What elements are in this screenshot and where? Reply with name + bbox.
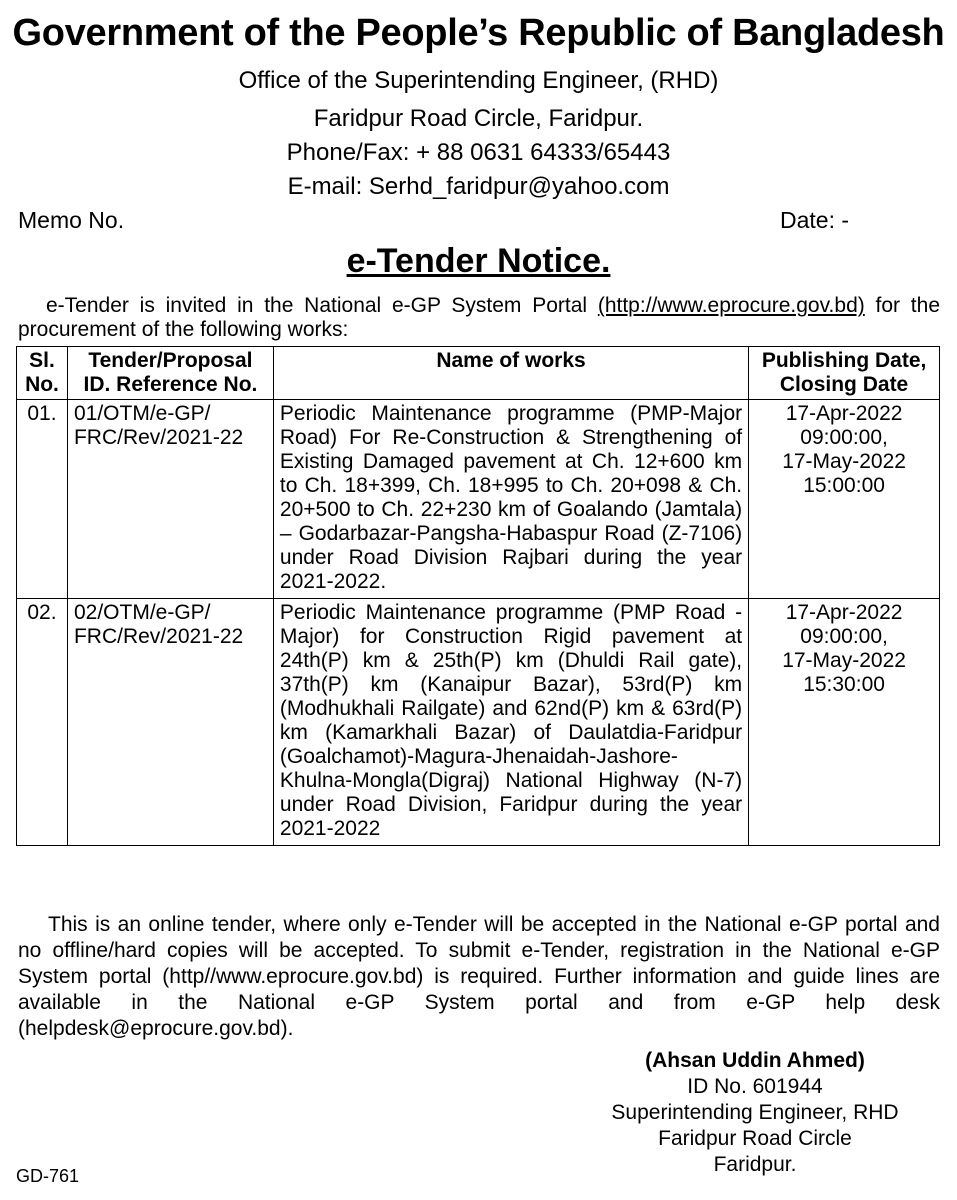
signature-block (600, 1048, 910, 1178)
header-dates: Publishing Date, Closing Date (749, 347, 940, 400)
row-sl: 01. (17, 400, 68, 599)
office-circle: Faridpur Road Circle, Faridpur. (313, 105, 644, 132)
instructions-paragraph: This is an online tender, where only e-Tender will be accepted in the National e-GP portal and no offline/hard copies will be accepted. To submit e-Tender, registration in the National e-GP System portal (http//www.eprocure.gov.bd) is required. Further information and guide lines are available in the National e-GP System portal and from e-GP help desk (helpdesk@eprocure.gov.bd). (18, 913, 940, 1040)
signatory-name: (Ahsan Uddin Ahmed) (645, 1049, 865, 1072)
header-reference: Tender/Proposal ID. Reference No. (67, 347, 273, 400)
signatory-place: Faridpur. (713, 1153, 797, 1176)
works-table (16, 346, 940, 846)
table-row (17, 599, 940, 846)
table-header-row (17, 347, 940, 400)
office-phone: Phone/Fax: + 88 0631 64333/65443 (286, 139, 671, 166)
eprocure-link[interactable]: (http://www.eprocure.gov.bd) (597, 294, 865, 317)
memo-date: Date: - (780, 207, 850, 233)
notice-title: e-Tender Notice. (346, 242, 611, 280)
row-name-of-works: Periodic Maintenance programme (PMP Road - Major) for Construction Rigid pavement at 24th(P) km & 25th(P) km (Dhuldi Rail gate), 37th(P) km (Kanaipur Bazar), 53rd(P) km (Modhukhali Railgate) and 62nd(P) km & 63rd(P) km (Kamarkhali Bazar) of Daulatdia-Faridpur (Goalchamot)-Magura-Jhenaidah-Jashore-Khulna-Mongla(Digraj) National Highway (N-7) under Road Division, Faridpur during the year 2021-2022 (273, 599, 748, 846)
header-sl: Sl. No. (17, 347, 68, 400)
row-reference: 01/OTM/e-GP/ FRC/Rev/2021-22 (67, 400, 273, 599)
office-email: E-mail: Serhd_faridpur@yahoo.com (287, 173, 670, 200)
signatory-circle: Faridpur Road Circle (658, 1127, 852, 1150)
header-name-of-works: Name of works (273, 347, 748, 400)
row-dates: 17-Apr-2022 09:00:00, 17-May-2022 15:30:00 (749, 599, 940, 846)
row-name-of-works: Periodic Maintenance programme (PMP-Major Road) For Re-Construction & Strengthening of Existing Damaged pavement at Ch. 12+600 km to Ch. 18+399, Ch. 18+995 to Ch. 20+098 & Ch. 20+500 to Ch. 22+230 km of Goalando (Jamtala) – Godarbazar-Pangsha-Habaspur Road (Z-7106) under Road Division Rajbari during the year 2021-2022. (273, 400, 748, 599)
intro-text-after: for the procurement of the following works: (18, 294, 941, 341)
footer-code: GD-761 (16, 1166, 80, 1186)
row-reference: 02/OTM/e-GP/ FRC/Rev/2021-22 (67, 599, 273, 846)
row-sl: 02. (17, 599, 68, 846)
intro-text-before: e-Tender is invited in the National e-GP System Portal (46, 294, 598, 317)
table-row (17, 400, 940, 599)
signatory-designation: Superintending Engineer, RHD (611, 1101, 899, 1124)
office-name: Office of the Superintending Engineer, (RHD) (238, 67, 719, 94)
memo-number: Memo No. (18, 207, 125, 233)
intro-paragraph (18, 294, 940, 342)
signatory-id: ID No. 601944 (687, 1075, 823, 1098)
government-heading: Government of the People’s Republic of Bangladesh (12, 12, 945, 54)
row-dates: 17-Apr-2022 09:00:00, 17-May-2022 15:00:00 (749, 400, 940, 599)
